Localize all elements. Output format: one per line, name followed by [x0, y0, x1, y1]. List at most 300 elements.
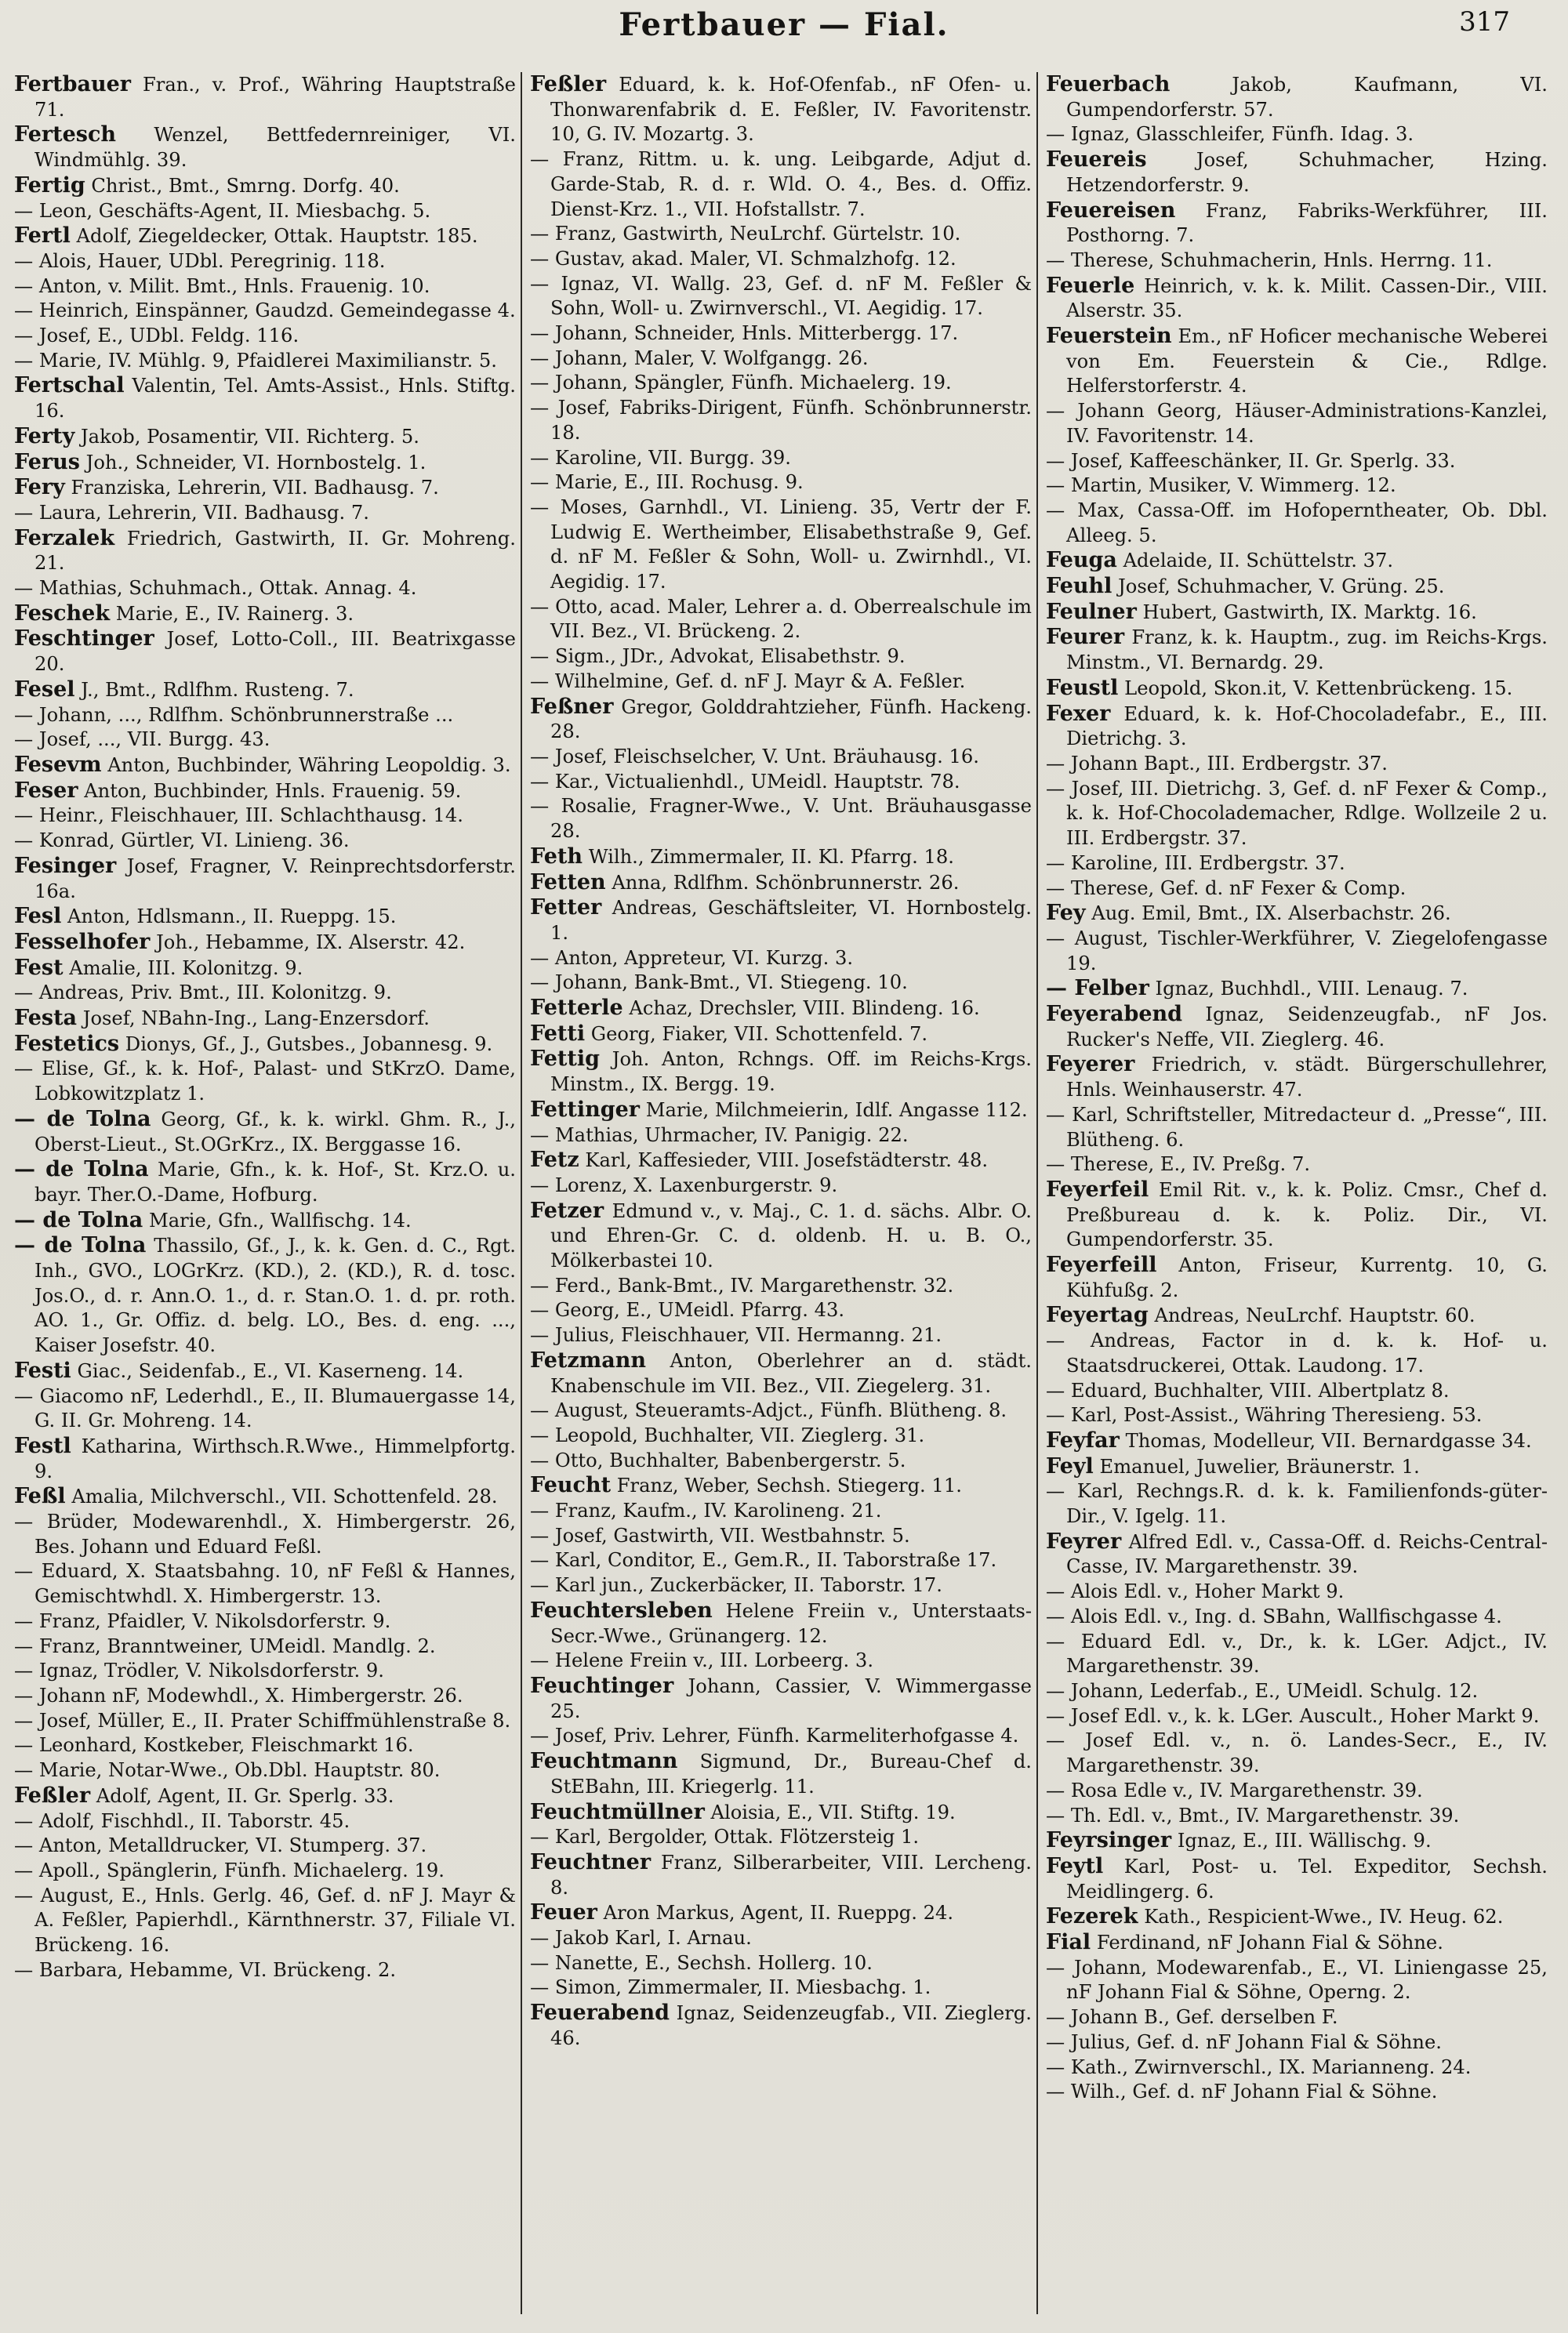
directory-entry [1046, 1002, 1548, 1052]
entry-details: — Johann, ..., Rdlfhm. Schönbrunnerstraße ... [14, 703, 454, 726]
directory-entry [1046, 1630, 1548, 1679]
entry-details: Ignaz, Seidenzeugfab., nF Jos. Rucker's Neffe, VII. Zieglerg. 46. [1066, 1003, 1548, 1050]
entry-details: Aron Markus, Agent, II. Rueppg. 24. [603, 1902, 954, 1925]
entry-details: — Alois Edl. v., Ing. d. SBahn, Wallfischgasse 4. [1046, 1605, 1502, 1627]
directory-entry [1046, 2030, 1548, 2055]
entry-details: — Franz, Rittm. u. k. ung. Leibgarde, Adjut d. Garde-Stab, R. d. r. Wld. O. 4., Bes. d. Offiz. Dienst-Krz. 1., VII. Hofstallstr. 7. [530, 148, 1032, 220]
directory-entry [1046, 1428, 1548, 1454]
entry-details: — Konrad, Gürtler, VI. Linieng. 36. [14, 829, 350, 852]
entry-details: — Helene Freiin v., III. Lorbeerg. 3. [530, 1649, 874, 1672]
directory-entry [1046, 324, 1548, 399]
entry-details: Marie, Milchmeierin, Idlf. Angasse 112. [645, 1098, 1028, 1121]
entry-details: — Rosa Edle v., IV. Margarethenstr. 39. [1046, 1779, 1423, 1801]
entry-details: — Otto, Buchhalter, Babenbergerstr. 5. [530, 1449, 906, 1471]
entry-details: — Ignaz, VI. Wallg. 23, Gef. d. nF M. Feßler & Sohn, Woll- u. Zwirnverschl., VI. Aegidig. 17. [530, 272, 1032, 320]
entry-details: — Rosalie, Fragner-Wwe., V. Unt. Bräuhausgasse 28. [530, 795, 1032, 843]
entry-details: — Kath., Zwirnverschl., IX. Marianneng. 24. [1046, 2055, 1472, 2078]
directory-entry [530, 1749, 1032, 1799]
entry-details: Wilh., Zimmermaler, II. Kl. Pfarrg. 18. [588, 845, 954, 868]
directory-entry [530, 1573, 1032, 1598]
entry-surname: Feuerstein [1046, 324, 1172, 349]
entry-details: — August, Tischler-Werkführer, V. Ziegelofengasse 19. [1046, 927, 1548, 974]
directory-entry [1046, 1103, 1548, 1152]
directory-entry [530, 1499, 1032, 1524]
entry-details: — Josef Edl. v., k. k. LGer. Auscult., Hoher Markt 9. [1046, 1704, 1540, 1727]
directory-entry [14, 1208, 516, 1234]
entry-details: Anton, Friseur, Kurrentg. 10, G. Kühfußg. 2. [1066, 1254, 1548, 1301]
directory-entry [530, 1649, 1032, 1674]
directory-entry [14, 349, 516, 374]
directory-entry [530, 247, 1032, 272]
directory-entry [530, 1800, 1032, 1826]
entry-details: — Gustav, akad. Maler, VI. Schmalzhofg. 12. [530, 247, 956, 270]
directory-entry [14, 804, 516, 829]
entry-details: Anton, Buchbinder, Hnls. Frauenig. 59. [84, 779, 462, 802]
entry-surname: Feuchtner [530, 1849, 652, 1874]
entry-details: Hubert, Gastwirth, IX. Marktg. 16. [1142, 600, 1477, 623]
entry-details: — Anton, Appreteur, VI. Kurzg. 3. [530, 946, 854, 969]
entry-details: Josef, Lotto-Coll., III. Beatrixgasse 20. [34, 628, 516, 676]
entry-details: Franz, Silberarbeiter, VIII. Lercheng. 8. [550, 1851, 1032, 1899]
directory-entry [14, 1958, 516, 1983]
entry-details: Wenzel, Bettfedernreiniger, VI. Windmühlg. 39. [34, 124, 516, 172]
entry-surname: Feuerabend [530, 2001, 670, 2026]
entry-details: Adolf, Ziegeldecker, Ottak. Hauptstr. 185. [76, 225, 478, 248]
directory-entry [14, 1107, 516, 1157]
entry-details: — Johann Bapt., III. Erdbergstr. 37. [1046, 752, 1388, 775]
entry-details: — Adolf, Fischhdl., II. Taborstr. 45. [14, 1809, 350, 1832]
directory-entry [530, 1021, 1032, 1047]
directory-entry [14, 1709, 516, 1734]
directory-entry [14, 173, 516, 199]
entry-details: — Mathias, Uhrmacher, IV. Panigig. 22. [530, 1123, 909, 1146]
entry-details: — Eduard, Buchhalter, VIII. Albertplatz 8. [1046, 1379, 1450, 1402]
directory-entry [530, 1323, 1032, 1348]
directory-entry [14, 1359, 516, 1384]
entry-details: — Josef, III. Dietrichg. 3, Gef. d. nF Fexer & Comp., k. k. Hof-Chocolademacher, Rdlge. Wollzeile 2 u. III. Erdbergstr. 37. [1046, 777, 1548, 850]
entry-details: Helene Freiin v., Unterstaats-Secr.-Wwe., Grünangerg. 12. [550, 1599, 1032, 1647]
entry-surname: Feurer [1046, 625, 1125, 650]
entry-details: — Otto, acad. Maler, Lehrer a. d. Oberrealschule im VII. Bez., VI. Brückeng. 2. [530, 595, 1032, 643]
entry-details: — Karl, Rechngs.R. d. k. k. Familienfonds-güter-Dir., V. Igelg. 11. [1046, 1480, 1548, 1528]
entry-surname: Fetzmann [530, 1348, 646, 1373]
entry-details: — Apoll., Spänglerin, Fünfh. Michaelerg. 19. [14, 1859, 445, 1881]
directory-entry [1046, 1329, 1548, 1378]
entry-details: — Franz, Kaufm., IV. Karolineng. 21. [530, 1500, 882, 1522]
directory-entry [1046, 1580, 1548, 1605]
directory-entry [1046, 1152, 1548, 1177]
directory-entry [530, 1174, 1032, 1199]
directory-entry [1046, 1052, 1548, 1102]
entry-surname: Feuerbach [1046, 72, 1171, 96]
directory-entry [14, 956, 516, 981]
entry-details: Alfred Edl. v., Cassa-Off. d. Reichs-Central-Casse, IV. Margarethenstr. 39. [1066, 1530, 1548, 1578]
entry-details: — Josef, Fabriks-Dirigent, Fünfh. Schönbrunnerstr. 18. [530, 397, 1032, 444]
entry-surname: Fesselhofer [14, 929, 151, 954]
entry-surname: Festl [14, 1433, 71, 1458]
entry-details: Anton, Oberlehrer an d. städt. Knabenschule im VII. Bez., VII. Ziegelerg. 31. [550, 1349, 1032, 1397]
directory-entry [1046, 1828, 1548, 1854]
entry-details: Heinrich, v. k. k. Milit. Cassen-Dir., VIII. Alserstr. 35. [1066, 274, 1548, 322]
directory-entry [1046, 1303, 1548, 1329]
entry-surname: Feuchtersleben [530, 1598, 713, 1623]
entry-surname: Ferzalek [14, 525, 115, 550]
directory-entry [14, 829, 516, 854]
entry-surname: Feuhl [1046, 574, 1112, 599]
directory-entry [14, 753, 516, 778]
entry-details: — Therese, Schuhmacherin, Hnls. Herrng. 11. [1046, 249, 1493, 271]
directory-entry [1046, 399, 1548, 448]
directory-entry [1046, 147, 1548, 198]
directory-entry [530, 1047, 1032, 1097]
entry-surname: Feßler [14, 1783, 91, 1808]
entry-details: — Brüder, Modewarenhdl., X. Himbergerstr. 26, Bes. Johann und Eduard Feßl. [14, 1511, 516, 1558]
entry-details: Joh., Schneider, VI. Hornbostelg. 1. [85, 451, 426, 473]
entry-details: — Wilhelmine, Gef. d. nF J. Mayr & A. Feßler. [530, 669, 966, 692]
directory-entry [530, 644, 1032, 669]
entry-surname: Feyrsinger [1046, 1828, 1172, 1853]
entry-surname: Feyrer [1046, 1529, 1122, 1554]
entry-details: — Josef, Müller, E., II. Prater Schiffmühlenstraße 8. [14, 1709, 511, 1732]
directory-entry [530, 745, 1032, 770]
directory-entry [1046, 1779, 1548, 1804]
entry-details: — August, Steueramts-Adjct., Fünfh. Blütheng. 8. [530, 1399, 1007, 1422]
entry-surname: Fetterle [530, 996, 623, 1021]
directory-entry [14, 324, 516, 349]
entry-details: Ignaz, Buchhdl., VIII. Lenaug. 7. [1155, 978, 1468, 1000]
directory-entry [1046, 548, 1548, 574]
page-header [0, 0, 1568, 49]
directory-entry [1046, 2080, 1548, 2105]
entry-details: — Leopold, Buchhalter, VII. Zieglerg. 31. [530, 1424, 925, 1446]
directory-entry [530, 1148, 1032, 1174]
directory-entry [530, 1123, 1032, 1148]
directory-entry [14, 1233, 516, 1359]
directory-entry [530, 470, 1032, 495]
entry-details: — Karl, Schriftsteller, Mitredacteur d. „Presse“, III. Blütheng. 6. [1046, 1103, 1548, 1151]
entry-surname: Feytl [1046, 1853, 1104, 1878]
directory-entry [530, 1724, 1032, 1749]
entry-details: Eduard, k. k. Hof-Ofenfab., nF Ofen- u. Thonwarenfabrik d. E. Feßler, IV. Favoritenstr. 10, G. IV. Mozartg. 3. [550, 74, 1032, 146]
entry-surname: Feth [530, 844, 583, 869]
directory-entry [14, 1559, 516, 1609]
entry-details: — Leon, Geschäfts-Agent, II. Miesbachg. 5. [14, 199, 431, 222]
directory-entry [1046, 2005, 1548, 2030]
column-right [1046, 72, 1548, 2322]
directory-entry [1046, 274, 1548, 324]
directory-entry [530, 946, 1032, 971]
entry-surname: — de Tolna [14, 1207, 143, 1232]
entry-surname: Fest [14, 955, 64, 980]
entry-details: Gregor, Golddrahtzieher, Fünfh. Hackeng. 28. [550, 695, 1032, 743]
entry-surname: Ferus [14, 449, 80, 474]
directory-entry [14, 930, 516, 956]
entry-details: Thomas, Modelleur, VII. Bernardgasse 34. [1125, 1429, 1532, 1452]
entry-surname: Feulner [1046, 599, 1137, 624]
entry-details: — Johann, Schneider, Hnls. Mitterbergg. 17. [530, 322, 959, 345]
entry-details: Joh. Anton, Rchngs. Off. im Reichs-Krgs. Minstm., IX. Bergg. 19. [550, 1048, 1032, 1096]
directory-entry [530, 971, 1032, 996]
entry-details: — Josef, Fleischselcher, V. Unt. Bräuhausg. 16. [530, 745, 979, 767]
directory-entry [1046, 72, 1548, 122]
entry-details: Anna, Rdlfhm. Schönbrunnerstr. 26. [612, 871, 960, 894]
column-middle [530, 72, 1032, 2322]
entry-details: — Jakob Karl, I. Arnau. [530, 1927, 752, 1950]
entry-details: Johann, Cassier, V. Wimmergasse 25. [550, 1675, 1032, 1722]
entry-surname: Fertl [14, 223, 71, 249]
entry-surname: Feßner [530, 694, 614, 719]
entry-details: — Martin, Musiker, V. Wimmerg. 12. [1046, 474, 1396, 497]
entry-surname: — Felber [1046, 976, 1149, 1001]
directory-entry [530, 495, 1032, 595]
entry-details: Valentin, Tel. Amts-Assist., Hnls. Stiftg. 16. [34, 375, 516, 423]
entry-details: — Franz, Branntweiner, UMeidl. Mandlg. 2. [14, 1635, 436, 1657]
entry-details: Friedrich, v. städt. Bürgerschullehrer, Hnls. Weinhauserstr. 47. [1066, 1054, 1548, 1101]
entry-details: Eduard, k. k. Hof-Chocoladefabr., E., III. Dietrichg. 3. [1066, 702, 1548, 750]
entry-details: — Johann, Modewarenfab., E., VI. Liniengasse 25, nF Johann Fial & Söhne, Operng. 2. [1046, 1956, 1548, 2004]
entry-details: — Giacomo nF, Lederhdl., E., II. Blumauergasse 14, G. II. Gr. Mohreng. 14. [14, 1384, 516, 1432]
directory-entry [1046, 1679, 1548, 1704]
entry-details: Josef, Fragner, V. Reinprechtsdorferstr. 16a. [34, 854, 516, 902]
entry-surname: Feyerabend [1046, 1002, 1183, 1027]
directory-entry [1046, 1904, 1548, 1930]
directory-entry [1046, 2055, 1548, 2081]
directory-entry [14, 1859, 516, 1884]
directory-entry [1046, 1253, 1548, 1303]
entry-surname: Feyfar [1046, 1428, 1120, 1453]
directory-entry [530, 222, 1032, 247]
entry-details: — Johann Georg, Häuser-Administrations-Kanzlei, IV. Favoritenstr. 14. [1046, 400, 1548, 447]
entry-details: — Karoline, III. Erdbergstr. 37. [1046, 851, 1345, 874]
directory-entry [14, 1884, 516, 1958]
entry-details: — Ferd., Bank-Bmt., IV. Margarethenstr. 32. [530, 1274, 954, 1297]
directory-entry [14, 854, 516, 904]
entry-surname: Feser [14, 778, 78, 803]
entry-details: — Anton, Metalldrucker, VI. Stumperg. 37. [14, 1834, 427, 1857]
entry-details: Marie, Gfn., k. k. Hof-, St. Krz.O. u. bayr. Ther.O.-Dame, Hofburg. [34, 1159, 516, 1206]
entry-details: — Johann, Bank-Bmt., VI. Stiegeng. 10. [530, 971, 908, 994]
entry-details: — Karl, Conditor, E., Gem.R., II. Taborstraße 17. [530, 1549, 997, 1572]
directory-entry [1046, 1379, 1548, 1404]
entry-details: — Therese, E., IV. Preßg. 7. [1046, 1153, 1311, 1176]
directory-entry [1046, 1930, 1548, 1956]
entry-surname: Fertschal [14, 373, 125, 398]
entry-surname: Fesl [14, 904, 62, 929]
entry-details: — Alois, Hauer, UDbl. Peregrinig. 118. [14, 249, 386, 272]
entry-details: Franz, Fabriks-Werkführer, III. Posthorng. 7. [1066, 199, 1548, 247]
entry-surname: Feuchtinger [530, 1674, 674, 1698]
directory-entry [530, 1825, 1032, 1850]
directory-entry [1046, 676, 1548, 702]
directory-entry [14, 199, 516, 224]
entry-details: Thassilo, Gf., J., k. k. Gen. d. C., Rgt. Inh., GVO., LOGrKrz. (KD.), 2. (KD.), R. d. tosc. Jos.O., d. r. Ann.O. 1., d. r. Stan.O. 1. d. pr. roth. AO. 1., Gr. Offiz. d. belg. LO., Bes. d. eng. ..., Kaiser Josefstr. 40. [34, 1235, 516, 1357]
directory-entry [14, 249, 516, 274]
directory-entry [14, 299, 516, 324]
entry-details: — Leonhard, Kostkeber, Fleischmarkt 16. [14, 1734, 414, 1757]
directory-entry [14, 122, 516, 172]
entry-details: — Heinrich, Einspänner, Gaudzd. Gemeindegasse 4. [14, 299, 516, 322]
entry-details: Kath., Respicient-Wwe., IV. Heug. 62. [1144, 1906, 1504, 1928]
directory-entry [14, 1684, 516, 1709]
entry-details: — Ignaz, Glasschleifer, Fünfh. Idag. 3. [1046, 123, 1414, 146]
entry-surname: Festi [14, 1358, 71, 1383]
directory-entry [530, 1399, 1032, 1424]
entry-surname: Feuereisen [1046, 198, 1176, 223]
entry-details: J., Bmt., Rdlfhm. Rusteng. 7. [81, 678, 354, 701]
directory-entry [14, 1733, 516, 1758]
entry-details: — Marie, IV. Mühlg. 9, Pfaidlerei Maximilianstr. 5. [14, 349, 497, 372]
directory-entry [1046, 1956, 1548, 2005]
directory-entry [1046, 1729, 1548, 1778]
entry-details: — Johann, Spängler, Fünfh. Michaelerg. 19. [530, 372, 952, 394]
entry-surname: Fetten [530, 869, 606, 894]
directory-entry [1046, 574, 1548, 600]
entry-details: — Therese, Gef. d. nF Fexer & Comp. [1046, 876, 1406, 899]
entry-details: — Ignaz, Trödler, V. Nikolsdorferstr. 9. [14, 1660, 384, 1682]
directory-entry [530, 695, 1032, 745]
directory-entry [14, 1434, 516, 1484]
directory-entry [530, 770, 1032, 795]
entry-surname: Fertesch [14, 122, 117, 147]
directory-entry [14, 1609, 516, 1635]
entry-details: Em., nF Hoficer mechanische Weberei von Em. Feuerstein & Cie., Rdlge. Helferstorferstr. 4. [1066, 325, 1548, 397]
directory-entry [530, 1976, 1032, 2001]
directory-entry [530, 1674, 1032, 1724]
directory-entry [530, 1473, 1032, 1499]
directory-entry [1046, 976, 1548, 1002]
entry-surname: Fetzer [530, 1198, 604, 1223]
column-left [14, 72, 516, 2322]
entry-details: Ignaz, E., III. Wällischg. 9. [1177, 1830, 1432, 1852]
entry-details: — Eduard, X. Staatsbahng. 10, nF Feßl & Hannes, Gemischtwhdl. X. Himbergerstr. 13. [14, 1560, 516, 1608]
directory-entry [1046, 473, 1548, 499]
entry-details: Karl, Kaffesieder, VIII. Josefstädterstr. 48. [585, 1149, 989, 1172]
directory-entry [1046, 198, 1548, 249]
directory-entry [1046, 752, 1548, 777]
entry-details: — Anton, v. Milit. Bmt., Hnls. Frauenig. 10. [14, 274, 430, 297]
entry-details: — Karl, Bergolder, Ottak. Flötzersteig 1. [530, 1826, 920, 1849]
entry-details: Adelaide, II. Schüttelstr. 37. [1123, 550, 1394, 572]
entry-surname: — de Tolna [14, 1233, 147, 1258]
entry-surname: — de Tolna [14, 1106, 151, 1131]
directory-entry [530, 272, 1032, 321]
entry-details: — Johann, Maler, V. Wolfgangg. 26. [530, 347, 869, 369]
directory-entry [530, 996, 1032, 1021]
entry-surname: Fesevm [14, 752, 102, 777]
entry-details: — Johann nF, Modewhdl., X. Himbergerstr. 26. [14, 1685, 463, 1707]
entry-details: Achaz, Drechsler, VIII. Blindeng. 16. [629, 997, 980, 1020]
entry-details: — Johann B., Gef. derselben F. [1046, 2006, 1338, 2029]
entry-details: Josef, Schuhmacher, Hzing. Hetzendorferstr. 9. [1066, 149, 1548, 196]
entry-surname: Feuchtmann [530, 1749, 678, 1774]
directory-entry [1046, 702, 1548, 752]
directory-entry [530, 1951, 1032, 1976]
directory-entry [1046, 927, 1548, 976]
entry-surname: Ferty [14, 423, 75, 448]
directory-entry [1046, 777, 1548, 851]
directory-entry [14, 373, 516, 423]
directory-entry [530, 1850, 1032, 1900]
entry-details: — Andreas, Priv. Bmt., III. Kolonitzg. 9. [14, 981, 392, 1004]
directory-entry [14, 677, 516, 703]
directory-entry [530, 895, 1032, 945]
entry-details: — Lorenz, X. Laxenburgerstr. 9. [530, 1174, 838, 1196]
directory-columns [14, 72, 1554, 2322]
entry-details: Edmund v., v. Maj., C. 1. d. sächs. Albr. O. und Ehren-Gr. C. d. oldenb. H. u. B. O., Mölkerbastei 10. [550, 1199, 1032, 1272]
entry-details: — Josef, ..., VII. Burgg. 43. [14, 728, 270, 751]
entry-surname: Fezerek [1046, 1904, 1138, 1929]
entry-details: — Josef, Kaffeeschänker, II. Gr. Sperlg. 33. [1046, 449, 1456, 472]
directory-entry [530, 1449, 1032, 1474]
directory-entry [14, 1057, 516, 1106]
directory-entry [530, 1900, 1032, 1926]
directory-entry [1046, 625, 1548, 675]
entry-surname: Feuereis [1046, 147, 1147, 172]
entry-surname: Fesinger [14, 853, 117, 878]
entry-details: Jakob, Posamentir, VII. Richterg. 5. [80, 425, 419, 448]
entry-details: — Barbara, Hebamme, VI. Brückeng. 2. [14, 1958, 397, 1981]
entry-details: Marie, E., IV. Rainerg. 3. [115, 602, 354, 625]
page-number: 317 [1459, 6, 1510, 38]
directory-entry [14, 981, 516, 1006]
entry-surname: Feßler [530, 72, 607, 96]
entry-details: Sigmund, Dr., Bureau-Chef d. StEBahn, III. Kriegerlg. 11. [550, 1751, 1032, 1798]
entry-surname: Feyerfeill [1046, 1253, 1157, 1278]
entry-surname: Feucht [530, 1473, 612, 1498]
entry-details: — Wilh., Gef. d. nF Johann Fial & Söhne. [1046, 2081, 1438, 2103]
directory-entry [14, 274, 516, 299]
entry-details: — Kar., Victualienhdl., UMeidl. Hauptstr. 78. [530, 770, 960, 793]
directory-entry [14, 501, 516, 526]
entry-surname: Feßl [14, 1484, 66, 1509]
directory-entry [14, 727, 516, 753]
directory-entry [530, 347, 1032, 372]
directory-entry [530, 1199, 1032, 1274]
directory-entry [530, 371, 1032, 396]
entry-details: — Nanette, E., Sechsh. Hollerg. 10. [530, 1951, 873, 1974]
directory-entry [14, 1758, 516, 1783]
entry-details: Amalia, Milchverschl., VII. Schottenfeld. 28. [71, 1486, 498, 1508]
entry-details: — Karoline, VII. Burgg. 39. [530, 446, 791, 469]
directory-entry [1046, 249, 1548, 274]
entry-details: Josef, Schuhmacher, V. Grüng. 25. [1118, 575, 1445, 598]
entry-details: — Julius, Gef. d. nF Johann Fial & Söhne. [1046, 2030, 1442, 2053]
directory-entry [530, 844, 1032, 870]
directory-entry [14, 904, 516, 930]
entry-details: Anton, Buchbinder, Währing Leopoldig. 3. [107, 753, 511, 776]
entry-details: — Th. Edl. v., Bmt., IV. Margarethenstr. 39. [1046, 1804, 1460, 1827]
directory-entry [1046, 1479, 1548, 1529]
entry-surname: Fertig [14, 172, 85, 198]
entry-details: Ferdinand, nF Johann Fial & Söhne. [1096, 1932, 1443, 1954]
entry-surname: Feuer [530, 1900, 597, 1925]
entry-surname: Feyerer [1046, 1052, 1135, 1077]
entry-surname: Fial [1046, 1930, 1091, 1955]
directory-entry [14, 703, 516, 728]
entry-details: Karl, Post- u. Tel. Expeditor, Sechsh. Meidlingerg. 6. [1066, 1855, 1548, 1903]
entry-surname: Feuerle [1046, 273, 1135, 298]
entry-details: — Laura, Lehrerin, VII. Badhausg. 7. [14, 501, 369, 524]
entry-details: Andreas, NeuLrchf. Hauptstr. 60. [1154, 1304, 1475, 1327]
entry-details: Amalie, III. Kolonitzg. 9. [69, 956, 303, 979]
entry-details: — August, E., Hnls. Gerlg. 46, Gef. d. nF J. Mayr & A. Feßler, Papierhdl., Kärnthnerstr. 37, Filiale VI. Brückeng. 16. [14, 1884, 516, 1957]
entry-details: Josef, NBahn-Ing., Lang-Enzersdorf. [82, 1007, 430, 1030]
directory-entry [14, 526, 516, 576]
directory-entry [1046, 122, 1548, 147]
directory-entry [14, 1510, 516, 1559]
directory-entry [14, 1635, 516, 1660]
directory-entry [14, 1834, 516, 1859]
